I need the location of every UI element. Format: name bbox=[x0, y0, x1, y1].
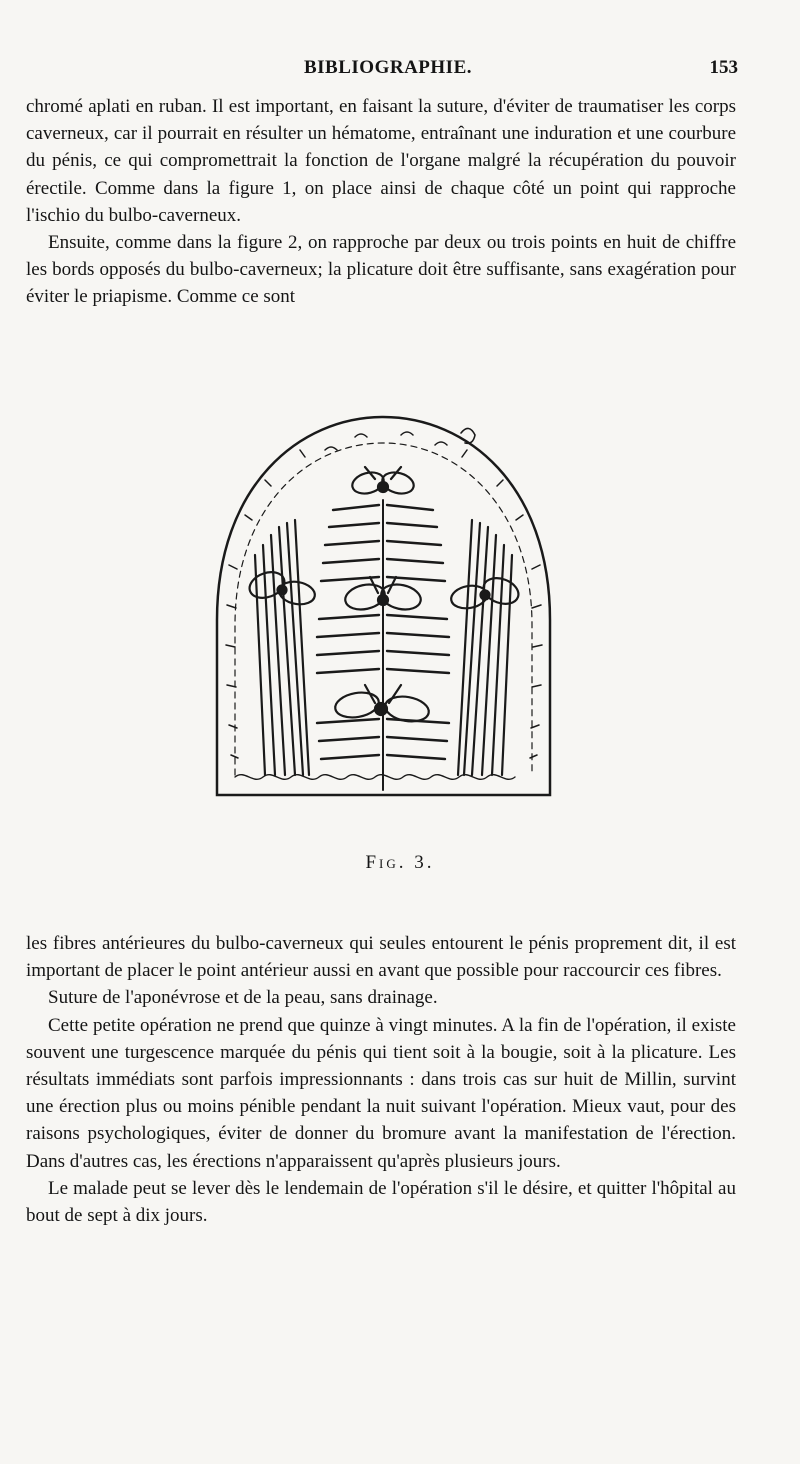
text-block-top bbox=[26, 93, 736, 311]
running-head bbox=[38, 55, 738, 85]
paragraph: Cette petite opération ne prend que quinze à vingt minutes. A la fin de l'opération, il existe souvent une turgescence marquée du pénis qui tient soit à la bougie, soit à la plicature. Les résultats immédiats sont parfois impressionnants : dans trois cas sur huit de Millin, survint une érection plus ou moins pénible pendant la nuit suivant l'opération. Mieux vaut, pour des raisons psychologiques, éviter de donner du bromure avant la manifestation de l'érection. Dans d'autres cas, les érections n'apparaissent qu'après plusieurs jours. bbox=[26, 1014, 736, 1172]
text-block-bottom bbox=[26, 930, 736, 1229]
paragraph: Ensuite, comme dans la figure 2, on rapproche par deux ou trois points en huit de chiffre les bords opposés du bulbo-caverneux; la plicature doit être suffisante, sans exagération pour éviter le priapisme. Comme ce sont bbox=[26, 232, 736, 308]
paragraph: Suture de l'aponévrose et de la peau, sans drainage. bbox=[48, 987, 438, 1009]
paragraph: Le malade peut se lever dès le lendemain de l'opération s'il le désire, et quitter l'hôpital au bout de sept à dix jours. bbox=[26, 1177, 736, 1227]
suture-drawing bbox=[205, 405, 560, 815]
figure-caption: Fig. 3. bbox=[365, 852, 435, 873]
page-number: 153 bbox=[709, 57, 738, 78]
running-title: BIBLIOGRAPHIE. bbox=[303, 57, 472, 78]
paragraph: les fibres antérieures du bulbo-caverneux qui seules entourent le pénis proprement dit, il est important de placer le point antérieur aussi en avant que possible pour raccourcir ces fibres. bbox=[26, 933, 736, 982]
paragraph: chromé aplati en ruban. Il est important, en faisant la suture, d'éviter de traumatiser les corps caverneux, car il pourrait en résulter un hématome, entraînant une induration et une courbure du pénis, ce qui compromettrait la fonction de l'organe malgré la récupération du pouvoir érectile. Comme dans la figure 1, on place ainsi de chaque côté un point qui rapproche l'ischio du bulbo-caverneux. bbox=[26, 96, 736, 226]
figure-illustration bbox=[205, 405, 560, 815]
